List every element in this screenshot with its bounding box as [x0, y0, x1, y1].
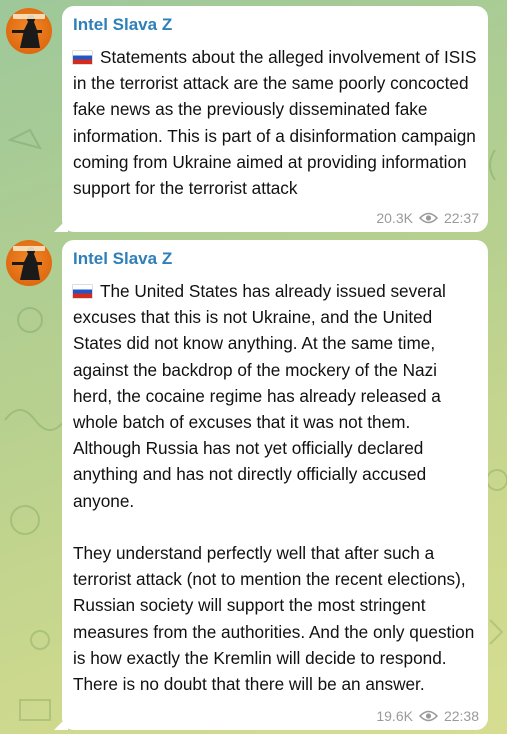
view-count: 19.6K	[376, 708, 413, 724]
message-text	[73, 278, 477, 697]
message-meta	[376, 210, 479, 226]
sender-name[interactable]: Intel Slava Z	[73, 15, 173, 34]
avatar-soldier-icon	[6, 240, 52, 286]
message-time: 22:37	[443, 210, 479, 226]
channel-avatar[interactable]	[6, 240, 52, 286]
message-bubble[interactable]	[62, 240, 488, 730]
view-count: 20.3K	[376, 210, 413, 226]
message-meta	[376, 708, 479, 724]
channel-avatar[interactable]	[6, 8, 52, 54]
eye-icon	[419, 212, 438, 224]
message-text	[73, 44, 482, 201]
eye-icon	[419, 710, 438, 722]
message-time: 22:38	[443, 708, 479, 724]
russia-flag-icon	[73, 51, 92, 64]
message-bubble[interactable]	[62, 6, 488, 232]
message-body: Statements about the alleged involvement of ISIS in the terrorist attack are the same poorly concocted fake news as the previously disseminated fake information. This is part of a disinformation campaign coming from Ukraine aimed at providing information support for the terrorist attack	[73, 47, 482, 199]
message-body: The United States has already issued several excuses that this is not Ukraine, and the United States did not know anything. At the same time, against the backdrop of the mockery of the Nazi herd, the cocaine regime has already released a whole batch of excuses that it was not them. Although Russia has not yet officially declared anything and has not directly officially accused anyone. They understand perfectly well that after such a terrorist attack (not to mention the recent elections), Russian society will support the most stringent measures from the authorities. And the only question is how exactly the Kremlin will decide to respond. There is no doubt that there will be an answer.	[73, 281, 475, 695]
russia-flag-icon	[73, 285, 92, 298]
sender-name[interactable]: Intel Slava Z	[73, 249, 173, 268]
avatar-soldier-icon	[6, 8, 52, 54]
